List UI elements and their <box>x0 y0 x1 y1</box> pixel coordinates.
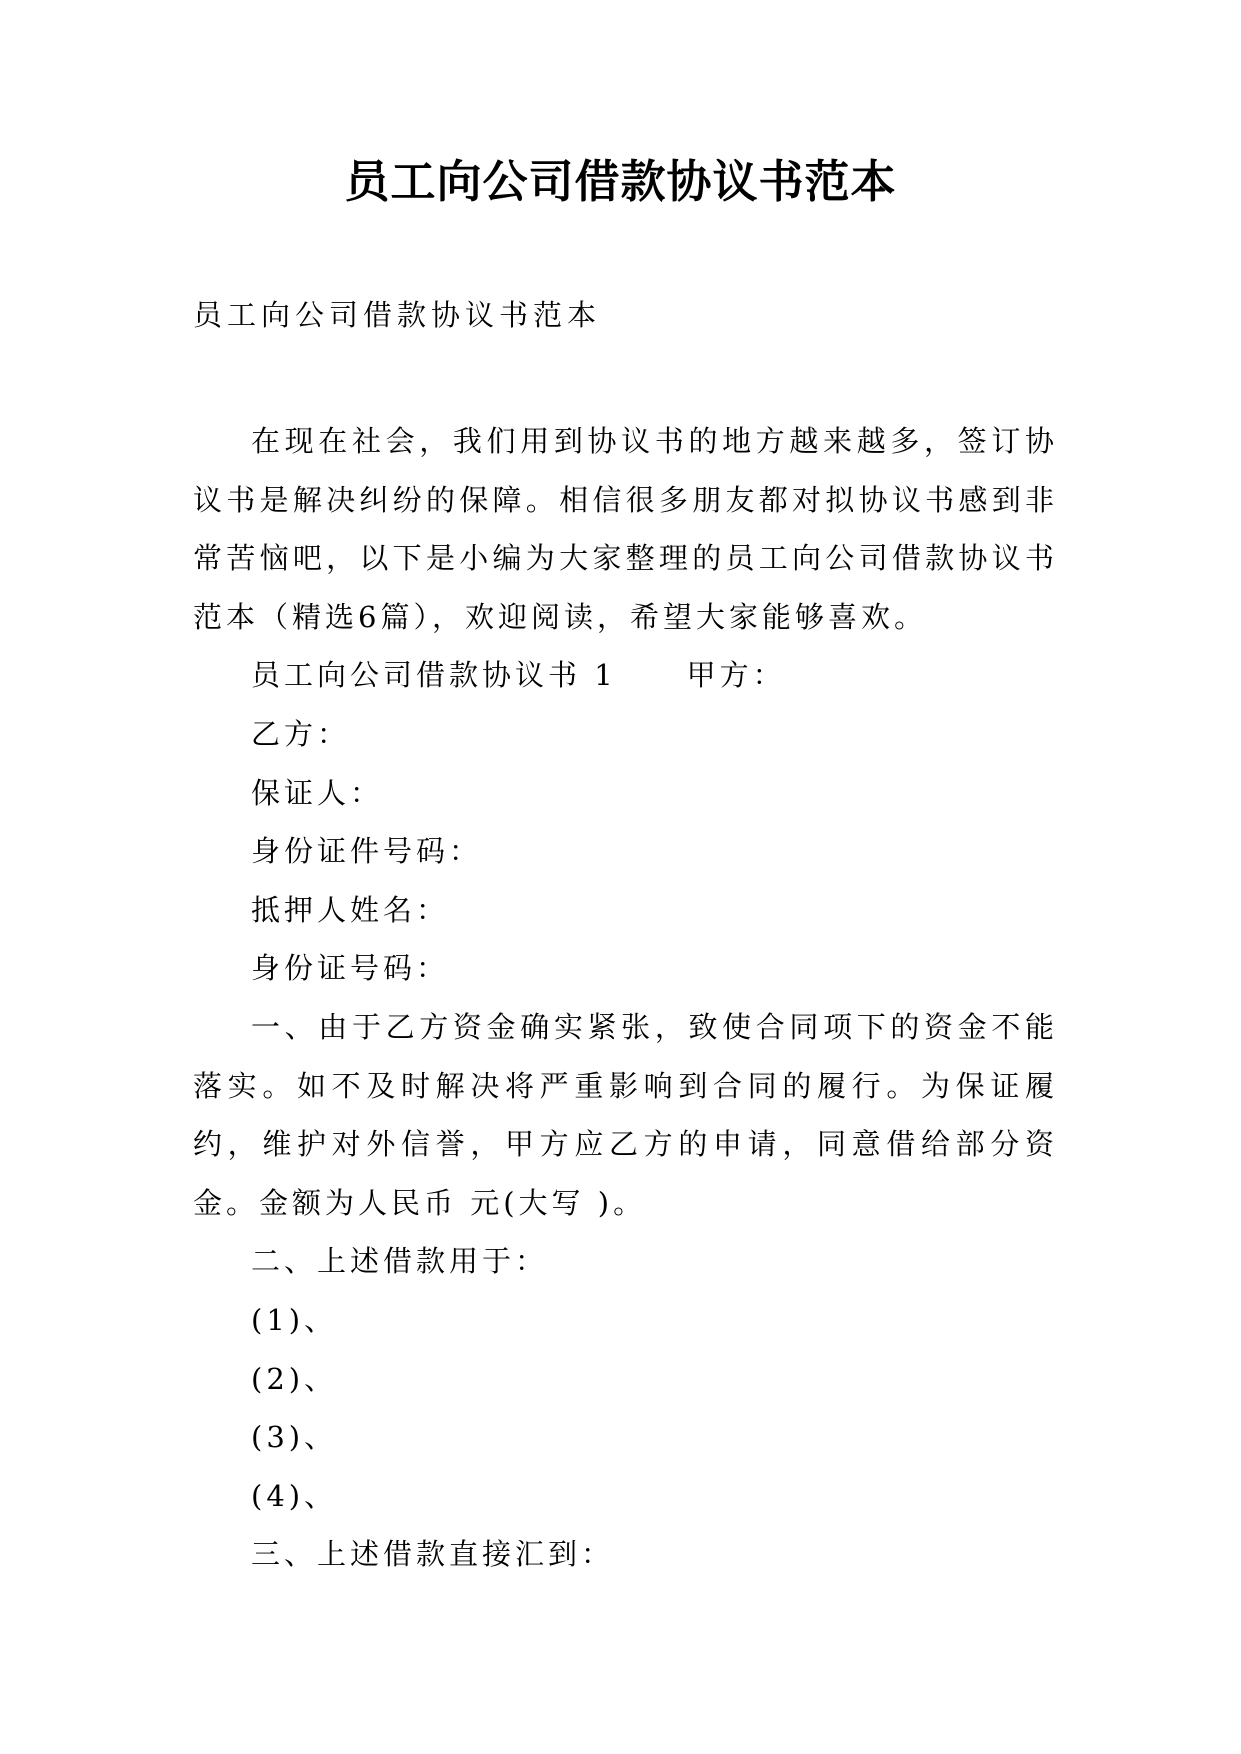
guarantor-label: 保证人： <box>251 775 384 810</box>
loan-use-item-2: (2)、 <box>251 1361 338 1396</box>
intro-paragraph: 在现在社会，我们用到协议书的地方越来越多，签订协议书是解决纠纷的保障。相信很多朋友都对拟协议书感到非常苦恼吧，以下是小编为大家整理的员工向公司借款协议书范本（精选6篇），欢迎阅读，希望大家能够喜欢。 <box>193 424 1058 634</box>
clause-3-paragraph: 三、上述借款直接汇到： <box>251 1537 615 1572</box>
mortgagor-id-label: 身份证号码： <box>251 951 450 986</box>
document-title: 员工向公司借款协议书范本 <box>344 155 897 208</box>
party-a-label: 甲方： <box>686 658 786 693</box>
mortgagor-name-label: 抵押人姓名： <box>251 892 450 927</box>
document-body <box>193 412 1058 1584</box>
loan-use-item-4: (4)、 <box>251 1478 338 1513</box>
clause-1-paragraph: 一、由于乙方资金确实紧张，致使合同项下的资金不能落实。如不及时解决将严重影响到合同的履行。为保证履约，维护对外信誉，甲方应乙方的申请，同意借给部分资金。金额为人民币 元(大写 )。 <box>193 1009 1058 1220</box>
clause-2-paragraph: 二、上述借款用于： <box>251 1244 549 1279</box>
loan-use-item-1: (1)、 <box>251 1302 338 1337</box>
loan-use-item-3: (3)、 <box>251 1420 338 1455</box>
id-number-label: 身份证件号码： <box>251 834 483 869</box>
section-1-heading: 员工向公司借款协议书 1 <box>251 658 617 693</box>
party-b-label: 乙方： <box>251 716 351 751</box>
document-subtitle: 员工向公司借款协议书范本 <box>193 298 602 332</box>
section-1-heading-line <box>193 646 1058 705</box>
